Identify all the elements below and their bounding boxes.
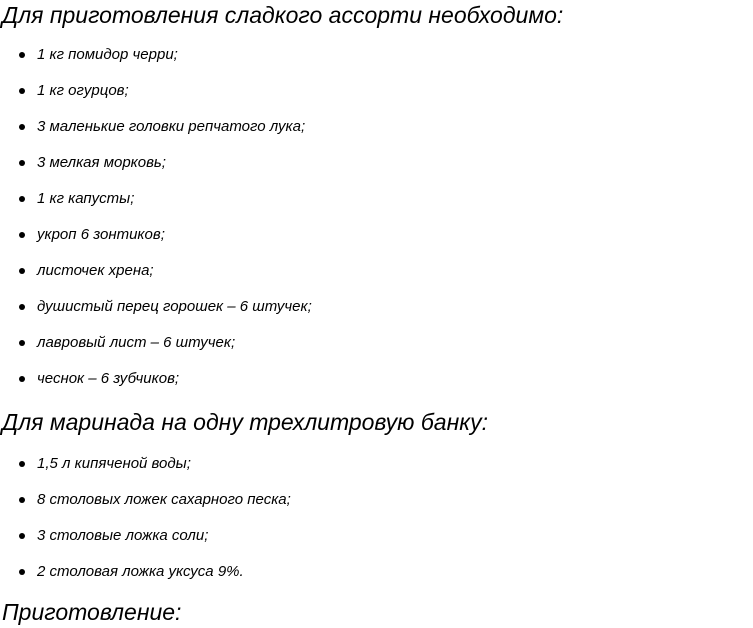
bullet-icon (19, 52, 25, 58)
bullet-icon (19, 124, 25, 130)
list-item-text: 3 мелкая морковь; (37, 154, 166, 171)
bullet-icon (19, 160, 25, 166)
list-item (0, 153, 312, 189)
bullet-icon (19, 268, 25, 274)
list-item (0, 454, 291, 490)
list-item-text: 2 столовая ложка уксуса 9%. (37, 563, 244, 580)
list-item (0, 526, 291, 562)
list-item (0, 562, 291, 598)
bullet-icon (19, 196, 25, 202)
section-heading-marinade: Для маринада на одну трехлитровую банку: (2, 409, 488, 435)
list-item-text: чеснок – 6 зубчиков; (37, 370, 180, 387)
list-item (0, 81, 312, 117)
bullet-icon (19, 533, 25, 539)
bullet-icon (19, 304, 25, 310)
list-item-text: 3 столовые ложка соли; (37, 527, 209, 544)
list-item (0, 45, 312, 81)
marinade-list (0, 454, 291, 598)
list-item-text: 8 столовых ложек сахарного песка; (37, 491, 291, 508)
section-heading-preparation: Приготовление: (2, 599, 182, 625)
list-item (0, 369, 312, 405)
bullet-icon (19, 569, 25, 575)
ingredients-list (0, 45, 312, 405)
list-item (0, 261, 312, 297)
bullet-icon (19, 232, 25, 238)
list-item-text: 1 кг капусты; (37, 190, 135, 207)
list-item-text: листочек хрена; (37, 262, 154, 279)
list-item-text: лавровый лист – 6 штучек; (37, 334, 236, 351)
bullet-icon (19, 340, 25, 346)
list-item (0, 333, 312, 369)
list-item (0, 225, 312, 261)
bullet-icon (19, 461, 25, 467)
bullet-icon (19, 376, 25, 382)
list-item-text: 1 кг огурцов; (37, 82, 129, 99)
list-item (0, 297, 312, 333)
list-item-text: укроп 6 зонтиков; (37, 226, 165, 243)
section-heading-ingredients: Для приготовления сладкого ассорти необходимо: (2, 2, 564, 28)
list-item-text: душистый перец горошек – 6 штучек; (37, 298, 312, 315)
list-item (0, 189, 312, 225)
list-item (0, 490, 291, 526)
list-item-text: 1 кг помидор черри; (37, 46, 178, 63)
list-item-text: 1,5 л кипяченой воды; (37, 455, 191, 472)
bullet-icon (19, 88, 25, 94)
bullet-icon (19, 497, 25, 503)
list-item (0, 117, 312, 153)
list-item-text: 3 маленькие головки репчатого лука; (37, 118, 306, 135)
